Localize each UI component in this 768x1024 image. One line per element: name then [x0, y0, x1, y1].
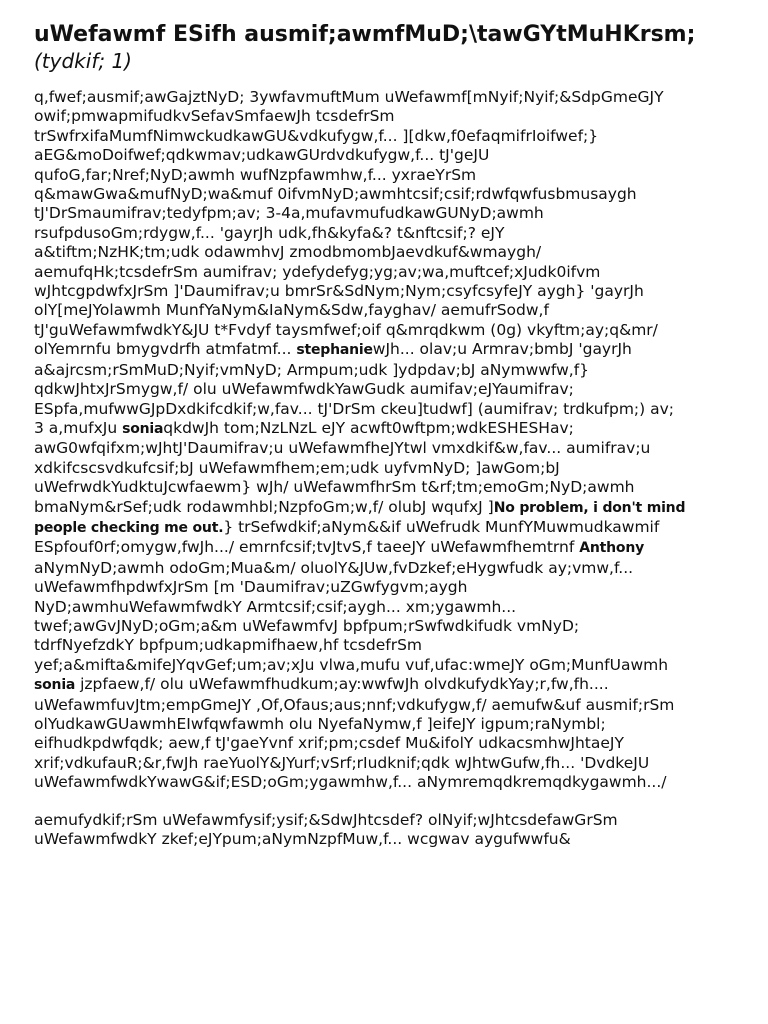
text-line — [34, 263, 738, 282]
text-segment: ESpfouf0rf;omygw,fwJh.../ emrnfcsif;tvJtvS,f taeeJY uWefawmfhemtrnf — [34, 538, 580, 557]
english-segment: stephanie — [296, 342, 373, 359]
english-segment: No problem, i don't mind — [493, 499, 686, 516]
text-line — [34, 811, 738, 830]
text-line — [34, 361, 738, 380]
text-segment: aemufydkif;rSm uWefawmfysif;ysif;&SdwJhtcsdef? olNyif;wJhtcsdefawGrSm — [34, 810, 618, 829]
text-segment: wJhtcgpdwfxJrSm ]'Daumifrav;u bmrSr&SdNym;Nym;csyfcsyfeJY aygh} 'gayrJh — [34, 282, 644, 301]
text-line — [34, 340, 738, 360]
text-line — [34, 538, 738, 558]
text-line — [34, 400, 738, 419]
text-line — [34, 321, 738, 340]
text-segment: NyD;awmhuWefawmfwdkY Armtcsif;csif;aygh... xm;ygawmh... — [34, 597, 517, 616]
text-segment: yef;a&mifta&mifeJYqvGef;um;av;xJu vlwa,mufu vuf,ufac:wmeJY oGm;MunfUawmh — [34, 655, 669, 674]
text-segment: qdkwJhtxJrSmygw,f/ olu uWefawmfwdkYawGudk aumifav;eJYaumifrav; — [34, 380, 574, 399]
paragraph-spacer — [34, 793, 738, 811]
text-line — [34, 830, 738, 849]
text-segment: olY[meJYolawmh MunfYaNym&IaNym&Sdw,fayghav/ aemufrSodw,f — [34, 301, 549, 320]
text-segment: aEG&moDoifwef;qdkwmav;udkawGUrdvdkufygw,f... tJ'geJU — [34, 146, 490, 165]
text-segment: a&ajrcsm;rSmMuD;Nyif;vmNyD; Armpum;udk ]ydpdav;bJ aNymwwfw,f} — [34, 360, 590, 379]
text-segment: awG0wfqifxm;wJhtJ'Daumifrav;u uWefawmfheJYtwl vmxdkif&w,fav... aumifrav;u — [34, 439, 651, 458]
text-segment: owif;pmwapmifudkvSefavSmfaewJh tcsdefrSm — [34, 107, 395, 126]
text-line — [34, 107, 738, 126]
text-line — [34, 734, 738, 753]
text-segment: tJ'DrSmaumifrav;tedyfpm;av; 3-4a,mufavmufudkawGUNyD;awmh — [34, 204, 544, 223]
text-segment: tdrfNyefzdkY bpfpum;udkapmifhaew,hf tcsdefrSm — [34, 636, 423, 655]
paragraph-1 — [34, 88, 738, 793]
text-segment: 3 a,mufxJu — [34, 418, 123, 437]
text-line — [34, 459, 738, 478]
text-segment: aNymNyD;awmh odoGm;Mua&m/ oluolY&JUw,fvDzkef;eHygwfudk ay;vmw,f... — [34, 558, 634, 577]
text-segment: olYudkawGUawmhEIwfqwfawmh olu NyefaNymw,f ]eifeJY igpum;raNymbl; — [34, 715, 606, 733]
text-segment: rsufpdusoGm;rdygw,f... 'gayrJh udk,fh&kyfa&? t&nftcsif;? eJY — [34, 223, 505, 242]
text-segment: olYemrnfu bmygvdrfh atmfatmf... — [34, 340, 297, 359]
english-segment: Anthony — [579, 540, 645, 557]
text-line — [34, 282, 738, 301]
text-segment: uWefawmfuvJtm;empGmeJY ,Of,Ofaus;aus;nnf;vdkufygw,f/ aemufw&uf ausmif;rSm — [34, 695, 675, 714]
text-line — [34, 224, 738, 243]
text-line — [34, 518, 738, 538]
text-segment: qufoG,far;Nref;NyD;awmh wufNzpfawmhw,f... yxraeYrSm — [34, 165, 477, 184]
text-line — [34, 439, 738, 458]
text-line — [34, 754, 738, 773]
paragraph-2 — [34, 811, 738, 850]
text-line — [34, 636, 738, 655]
text-line — [34, 88, 738, 107]
text-segment: uWefrwdkYudktuJcwfaewm} wJh/ uWefawmfhrSm t&rf;tm;emoGm;NyD;awmh — [34, 478, 635, 497]
text-segment: trSwfrxifaMumfNimwckudkawGU&vdkufygw,f... ][dkw,f0efaqmifrIoifwef;} — [34, 126, 599, 145]
text-segment: uWefawmfwdkY zkef;eJYpum;aNymNzpfMuw,f... wcgwav aygufwwfu& — [34, 830, 571, 849]
text-line — [34, 419, 738, 439]
english-segment: people checking me out. — [34, 519, 224, 536]
text-line — [34, 301, 738, 320]
text-segment: uWefawmfwdkYwawG&if;ESD;oGm;ygawmhw,f... aNymremqdkremqdkygawmh.../ — [34, 773, 667, 792]
text-line — [34, 146, 738, 165]
text-segment: uWefawmfhpdwfxJrSm [m 'Daumifrav;uZGwfygvm;aygh — [34, 578, 468, 597]
text-segment: } trSefwdkif;aNym&&if uWefrudk MunfYMuwmudkawmif — [223, 517, 660, 536]
text-segment: eifhudkpdwfqdk; aew,f tJ'gaeYvnf xrif;pm;csdef Mu&ifolY udkacsmhwJhtaeJY — [34, 734, 624, 753]
text-segment: twef;awGvJNyD;oGm;a&m uWefawmfvJ bpfpum;rSwfwdkifudk vmNyD; — [34, 616, 580, 635]
text-line — [34, 578, 738, 597]
text-line — [34, 478, 738, 497]
text-line — [34, 675, 738, 695]
text-line — [34, 715, 738, 734]
text-line — [34, 380, 738, 399]
text-line — [34, 498, 738, 518]
document-subtitle: (tydkif; 1) — [34, 49, 132, 73]
document-title: uWefawmf ESifh ausmif;awmfMuD;\tawGYtMuHKrsm; — [34, 22, 696, 47]
text-line — [34, 559, 738, 578]
text-line — [34, 166, 738, 185]
text-segment: ESpfa,mufwwGJpDxdkifcdkif;w,fav... tJ'DrSm ckeu]tudwf] (aumifrav; trdkufpm;) av; — [34, 399, 675, 418]
text-line — [34, 656, 738, 675]
text-line — [34, 696, 738, 715]
english-segment: sonia — [34, 677, 76, 694]
text-line — [34, 204, 738, 223]
text-segment: jzpfaew,f/ olu uWefawmfhudkum;ay:wwfwJh olvdkufydkYay;r,fw,fh.... — [75, 675, 609, 694]
text-segment: aemufqHk;tcsdefrSm aumifrav; ydefydefyg;yg;av;wa,muftcef;xJudk0ifvm — [34, 262, 601, 281]
text-line — [34, 598, 738, 617]
text-segment: a&tiftm;NzHK;tm;udk odawmhvJ zmodbmombJaevdkuf&wmaygh/ — [34, 243, 542, 262]
text-line — [34, 243, 738, 262]
text-line — [34, 185, 738, 204]
english-segment: sonia — [122, 420, 164, 437]
text-segment: q&mawGwa&mufNyD;wa&muf 0ifvmNyD;awmhtcsif;csif;rdwfqwfusbmusaygh — [34, 185, 637, 204]
text-line — [34, 127, 738, 146]
text-segment: xdkifcscsvdkufcsif;bJ uWefawmfhem;em;udk uyfvmNyD; ]awGom;bJ — [34, 458, 560, 477]
text-line — [34, 773, 738, 792]
text-segment: bmaNym&rSef;udk rodawmhbl;NzpfoGm;w,f/ olubJ wqufxJ ] — [34, 497, 494, 516]
text-segment: xrif;vdkufauR;&r,fwJh raeYuolY&JYurf;vSrf;rIudknif;qdk wJhtwGufw,fh... 'DvdkeJU — [34, 753, 650, 772]
text-segment: wJh... olav;u Armrav;bmbJ 'gayrJh — [372, 340, 632, 359]
text-segment: q,fwef;ausmif;awGajztNyD; 3ywfavmuftMum uWefawmf[mNyif;Nyif;&SdpGmeGJY — [34, 88, 664, 106]
text-segment: tJ'guWefawmfwdkY&JU t*Fvdyf taysmfwef;oif q&mrqdkwm (0g) vkyftm;ay;q&mr/ — [34, 320, 658, 339]
text-line — [34, 617, 738, 636]
text-segment: qkdwJh tom;NzLNzL eJY acwft0wftpm;wdkESHESHav; — [163, 418, 574, 437]
